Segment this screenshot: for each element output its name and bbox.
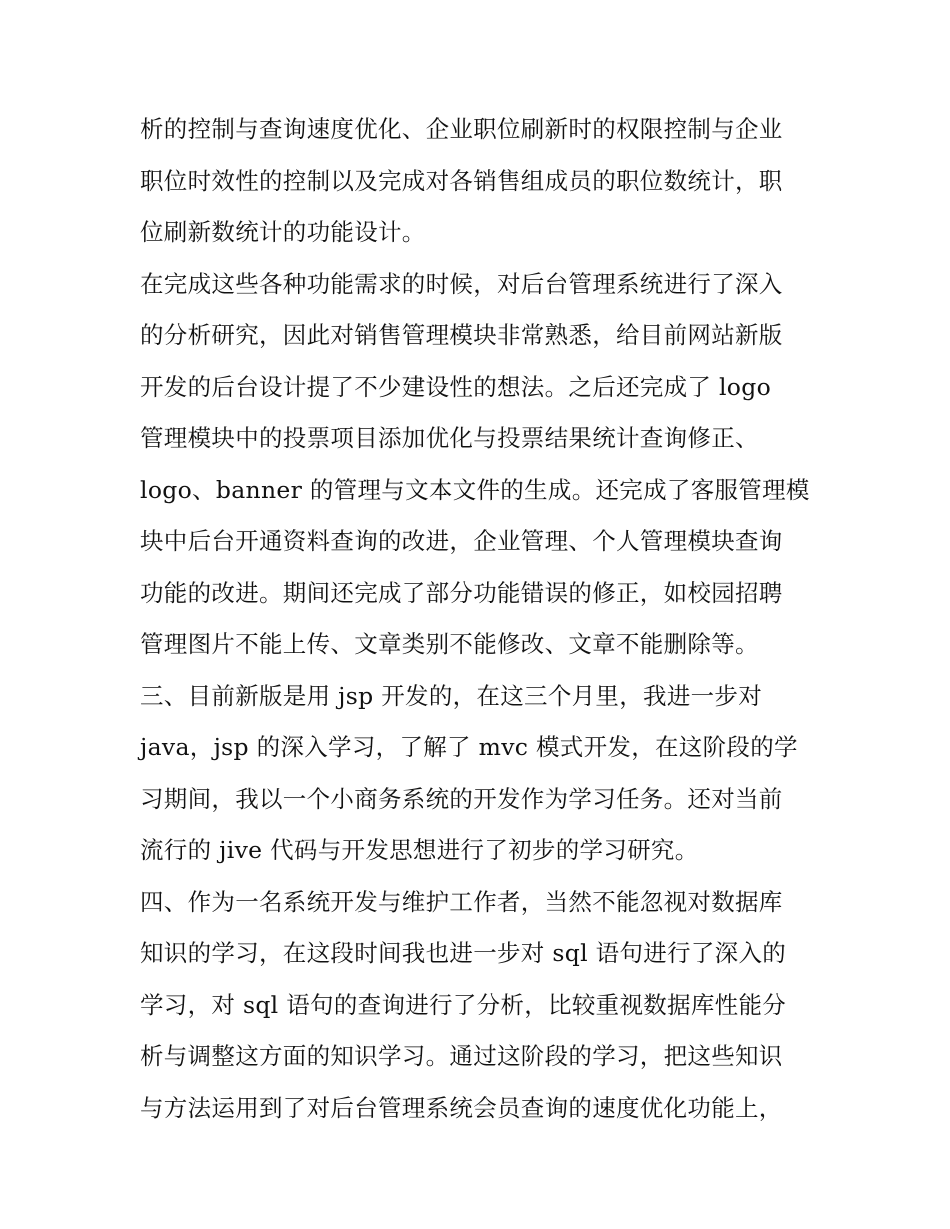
text-line: 知识的学习，在这段时间我也进一步对 sql 语句进行了深入的 — [140, 939, 787, 967]
text-line: 开发的后台设计提了不少建设性的想法。之后还完成了 logo — [140, 372, 772, 401]
text-line: 块中后台开通资料查询的改进，企业管理、个人管理模块查询 — [140, 527, 783, 555]
text-line: 析的控制与查询速度优化、企业职位刷新时的权限控制与企业 — [140, 115, 783, 143]
text-line: 位刷新数统计的功能设计。 — [140, 218, 426, 246]
text-line: 析与调整这方面的知识学习。通过这阶段的学习，把这些知识 — [140, 1042, 783, 1070]
text-line: 职位时效性的控制以及完成对各销售组成员的职位数统计，职 — [140, 166, 783, 195]
text-line: 三、目前新版是用 jsp 开发的，在这三个月里，我进一步对 — [140, 681, 763, 710]
text-line: 在完成这些各种功能需求的时候，对后台管理系统进行了深入 — [140, 269, 783, 298]
text-line: 功能的改进。期间还完成了部分功能错误的修正，如校园招聘 — [140, 578, 783, 607]
text-line: 的分析研究，因此对销售管理模块非常熟悉，给目前网站新版 — [140, 321, 783, 349]
document-body — [140, 104, 820, 1134]
text-line: 管理图片不能上传、文章类别不能修改、文章不能删除等。 — [140, 630, 759, 658]
text-line: 学习，对 sql 语句的查询进行了分析，比较重视数据库性能分 — [140, 990, 787, 1019]
text-line: 流行的 jive 代码与开发思想进行了初步的学习研究。 — [140, 836, 699, 864]
text-line: logo、banner 的管理与文本文件的生成。还完成了客服管理模 — [140, 475, 810, 504]
text-line: 习期间，我以一个小商务系统的开发作为学习任务。还对当前 — [140, 784, 783, 813]
text-line: 四、作为一名系统开发与维护工作者，当然不能忽视对数据库 — [140, 887, 783, 916]
text-line: 管理模块中的投票项目添加优化与投票结果统计查询修正、 — [140, 424, 759, 452]
text-line: java，jsp 的深入学习，了解了 mvc 模式开发，在这阶段的学 — [140, 733, 798, 761]
text-line: 与方法运用到了对后台管理系统会员查询的速度优化功能上， — [140, 1093, 783, 1122]
